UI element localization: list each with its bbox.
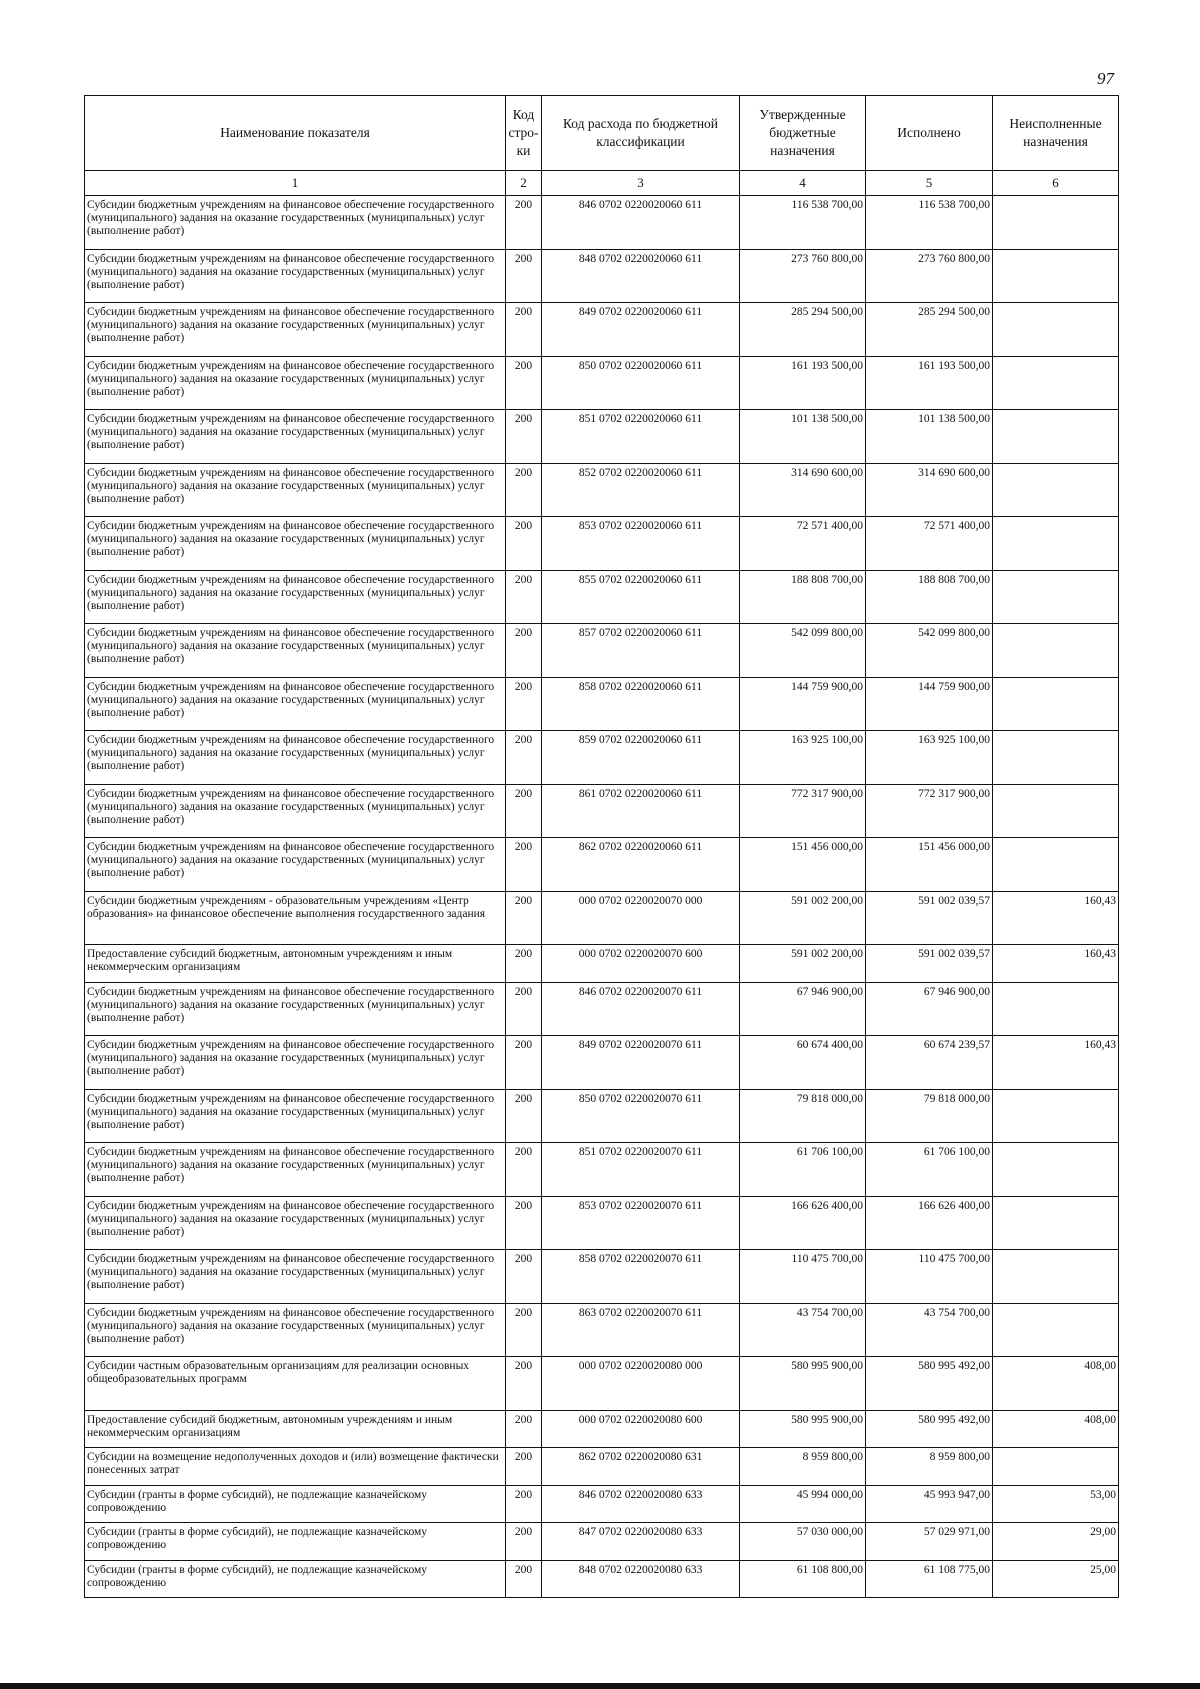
- row-unexecuted: [993, 624, 1119, 678]
- row-name: Субсидии (гранты в форме субсидий), не подлежащие казначейскому сопровождению: [85, 1560, 506, 1598]
- header-approved: Утвержденные бюджетные назначения: [740, 96, 866, 171]
- header-name: Наименование показателя: [85, 96, 506, 171]
- row-expense-code: 850 0702 0220020060 611: [542, 356, 740, 410]
- table-row: [85, 784, 1119, 838]
- row-executed: 43 754 700,00: [866, 1303, 993, 1357]
- row-name: Субсидии бюджетным учреждениям на финансовое обеспечение государственного (муниципального) задания на оказание государственных (муниципальных) услуг (выполнение работ): [85, 570, 506, 624]
- row-approved: 580 995 900,00: [740, 1410, 866, 1448]
- row-approved: 79 818 000,00: [740, 1089, 866, 1143]
- row-approved: 591 002 200,00: [740, 891, 866, 945]
- row-approved: 101 138 500,00: [740, 410, 866, 464]
- table-row: [85, 1485, 1119, 1523]
- row-approved: 110 475 700,00: [740, 1250, 866, 1304]
- row-line-code: 200: [506, 410, 542, 464]
- row-line-code: 200: [506, 1303, 542, 1357]
- row-line-code: 200: [506, 784, 542, 838]
- row-executed: 188 808 700,00: [866, 570, 993, 624]
- row-unexecuted: [993, 784, 1119, 838]
- row-approved: 67 946 900,00: [740, 982, 866, 1036]
- row-unexecuted: [993, 517, 1119, 571]
- row-line-code: 200: [506, 1196, 542, 1250]
- row-executed: 161 193 500,00: [866, 356, 993, 410]
- row-expense-code: 848 0702 0220020060 611: [542, 249, 740, 303]
- row-name: Субсидии бюджетным учреждениям на финансовое обеспечение государственного (муниципального) задания на оказание государственных (муниципальных) услуг (выполнение работ): [85, 1036, 506, 1090]
- row-approved: 542 099 800,00: [740, 624, 866, 678]
- row-name: Субсидии бюджетным учреждениям на финансовое обеспечение государственного (муниципального) задания на оказание государственных (муниципальных) услуг (выполнение работ): [85, 784, 506, 838]
- row-name: Субсидии на возмещение недополученных доходов и (или) возмещение фактически понесенных затрат: [85, 1448, 506, 1486]
- row-name: Субсидии бюджетным учреждениям на финансовое обеспечение государственного (муниципального) задания на оказание государственных (муниципальных) услуг (выполнение работ): [85, 356, 506, 410]
- row-expense-code: 848 0702 0220020080 633: [542, 1560, 740, 1598]
- table-row: [85, 1523, 1119, 1561]
- row-name: Субсидии частным образовательным организациям для реализации основных общеобразовательных программ: [85, 1357, 506, 1411]
- row-line-code: 200: [506, 1523, 542, 1561]
- row-name: Субсидии бюджетным учреждениям на финансовое обеспечение государственного (муниципального) задания на оказание государственных (муниципальных) услуг (выполнение работ): [85, 303, 506, 357]
- row-approved: 273 760 800,00: [740, 249, 866, 303]
- header-executed: Исполнено: [866, 96, 993, 171]
- row-line-code: 200: [506, 303, 542, 357]
- row-name: Субсидии бюджетным учреждениям на финансовое обеспечение государственного (муниципального) задания на оказание государственных (муниципальных) услуг (выполнение работ): [85, 249, 506, 303]
- row-executed: 580 995 492,00: [866, 1410, 993, 1448]
- row-line-code: 200: [506, 1410, 542, 1448]
- column-number: 6: [993, 171, 1119, 196]
- row-executed: 61 706 100,00: [866, 1143, 993, 1197]
- row-executed: 163 925 100,00: [866, 731, 993, 785]
- row-expense-code: 846 0702 0220020060 611: [542, 196, 740, 250]
- row-expense-code: 849 0702 0220020060 611: [542, 303, 740, 357]
- row-unexecuted: 160,43: [993, 891, 1119, 945]
- row-line-code: 200: [506, 1357, 542, 1411]
- row-executed: 57 029 971,00: [866, 1523, 993, 1561]
- row-unexecuted: [993, 1089, 1119, 1143]
- row-unexecuted: [993, 463, 1119, 517]
- row-line-code: 200: [506, 982, 542, 1036]
- column-number: 4: [740, 171, 866, 196]
- table-row: [85, 463, 1119, 517]
- row-line-code: 200: [506, 677, 542, 731]
- table-row: [85, 1036, 1119, 1090]
- row-executed: 144 759 900,00: [866, 677, 993, 731]
- row-line-code: 200: [506, 517, 542, 571]
- row-executed: 772 317 900,00: [866, 784, 993, 838]
- row-line-code: 200: [506, 196, 542, 250]
- row-approved: 163 925 100,00: [740, 731, 866, 785]
- column-number: 3: [542, 171, 740, 196]
- row-expense-code: 858 0702 0220020070 611: [542, 1250, 740, 1304]
- row-expense-code: 847 0702 0220020080 633: [542, 1523, 740, 1561]
- row-unexecuted: 408,00: [993, 1357, 1119, 1411]
- row-unexecuted: 160,43: [993, 945, 1119, 983]
- table-row: [85, 731, 1119, 785]
- row-name: Субсидии бюджетным учреждениям на финансовое обеспечение государственного (муниципального) задания на оказание государственных (муниципальных) услуг (выполнение работ): [85, 410, 506, 464]
- row-line-code: 200: [506, 624, 542, 678]
- row-expense-code: 853 0702 0220020060 611: [542, 517, 740, 571]
- row-executed: 45 993 947,00: [866, 1485, 993, 1523]
- scan-bottom-edge: [0, 1683, 1200, 1689]
- row-approved: 61 108 800,00: [740, 1560, 866, 1598]
- row-executed: 67 946 900,00: [866, 982, 993, 1036]
- row-unexecuted: [993, 982, 1119, 1036]
- row-unexecuted: [993, 1143, 1119, 1197]
- header-row: [85, 96, 1119, 171]
- row-expense-code: 000 0702 0220020080 600: [542, 1410, 740, 1448]
- table-row: [85, 1196, 1119, 1250]
- column-number: 2: [506, 171, 542, 196]
- row-executed: 101 138 500,00: [866, 410, 993, 464]
- row-name: Субсидии бюджетным учреждениям на финансовое обеспечение государственного (муниципального) задания на оказание государственных (муниципальных) услуг (выполнение работ): [85, 624, 506, 678]
- table-row: [85, 1448, 1119, 1486]
- table-row: [85, 1410, 1119, 1448]
- row-unexecuted: 160,43: [993, 1036, 1119, 1090]
- row-unexecuted: [993, 731, 1119, 785]
- row-executed: 285 294 500,00: [866, 303, 993, 357]
- row-approved: 591 002 200,00: [740, 945, 866, 983]
- row-executed: 8 959 800,00: [866, 1448, 993, 1486]
- table-row: [85, 249, 1119, 303]
- row-unexecuted: 29,00: [993, 1523, 1119, 1561]
- table-row: [85, 570, 1119, 624]
- row-approved: 144 759 900,00: [740, 677, 866, 731]
- row-approved: 57 030 000,00: [740, 1523, 866, 1561]
- row-expense-code: 850 0702 0220020070 611: [542, 1089, 740, 1143]
- row-name: Субсидии (гранты в форме субсидий), не подлежащие казначейскому сопровождению: [85, 1485, 506, 1523]
- row-expense-code: 853 0702 0220020070 611: [542, 1196, 740, 1250]
- row-name: Субсидии бюджетным учреждениям - образовательным учреждениям «Центр образования» на финансовое обеспечение выполнения государственного задания: [85, 891, 506, 945]
- row-unexecuted: [993, 677, 1119, 731]
- row-unexecuted: [993, 1448, 1119, 1486]
- row-executed: 110 475 700,00: [866, 1250, 993, 1304]
- table-row: [85, 410, 1119, 464]
- row-executed: 542 099 800,00: [866, 624, 993, 678]
- row-expense-code: 857 0702 0220020060 611: [542, 624, 740, 678]
- table-row: [85, 1303, 1119, 1357]
- row-name: Субсидии бюджетным учреждениям на финансовое обеспечение государственного (муниципального) задания на оказание государственных (муниципальных) услуг (выполнение работ): [85, 677, 506, 731]
- row-unexecuted: [993, 838, 1119, 892]
- row-expense-code: 863 0702 0220020070 611: [542, 1303, 740, 1357]
- table-row: [85, 982, 1119, 1036]
- row-line-code: 200: [506, 249, 542, 303]
- table-row: [85, 1250, 1119, 1304]
- row-approved: 45 994 000,00: [740, 1485, 866, 1523]
- row-name: Субсидии бюджетным учреждениям на финансовое обеспечение государственного (муниципального) задания на оказание государственных (муниципальных) услуг (выполнение работ): [85, 1303, 506, 1357]
- row-line-code: 200: [506, 1089, 542, 1143]
- row-expense-code: 858 0702 0220020060 611: [542, 677, 740, 731]
- table-row: [85, 1560, 1119, 1598]
- row-line-code: 200: [506, 891, 542, 945]
- row-unexecuted: 53,00: [993, 1485, 1119, 1523]
- row-line-code: 200: [506, 945, 542, 983]
- row-executed: 580 995 492,00: [866, 1357, 993, 1411]
- row-unexecuted: [993, 356, 1119, 410]
- table-row: [85, 677, 1119, 731]
- row-approved: 72 571 400,00: [740, 517, 866, 571]
- row-approved: 43 754 700,00: [740, 1303, 866, 1357]
- row-unexecuted: 25,00: [993, 1560, 1119, 1598]
- row-expense-code: 855 0702 0220020060 611: [542, 570, 740, 624]
- table-row: [85, 891, 1119, 945]
- row-line-code: 200: [506, 463, 542, 517]
- row-line-code: 200: [506, 1143, 542, 1197]
- row-expense-code: 846 0702 0220020070 611: [542, 982, 740, 1036]
- row-approved: 285 294 500,00: [740, 303, 866, 357]
- row-approved: 314 690 600,00: [740, 463, 866, 517]
- row-line-code: 200: [506, 1250, 542, 1304]
- row-line-code: 200: [506, 1448, 542, 1486]
- row-name: Субсидии бюджетным учреждениям на финансовое обеспечение государственного (муниципального) задания на оказание государственных (муниципальных) услуг (выполнение работ): [85, 1089, 506, 1143]
- row-unexecuted: [993, 1303, 1119, 1357]
- row-unexecuted: 408,00: [993, 1410, 1119, 1448]
- row-line-code: 200: [506, 1560, 542, 1598]
- row-line-code: 200: [506, 570, 542, 624]
- row-unexecuted: [993, 570, 1119, 624]
- table-row: [85, 196, 1119, 250]
- row-unexecuted: [993, 410, 1119, 464]
- table-row: [85, 1089, 1119, 1143]
- row-name: Субсидии бюджетным учреждениям на финансовое обеспечение государственного (муниципального) задания на оказание государственных (муниципальных) услуг (выполнение работ): [85, 982, 506, 1036]
- row-approved: 166 626 400,00: [740, 1196, 866, 1250]
- column-number: 1: [85, 171, 506, 196]
- row-approved: 61 706 100,00: [740, 1143, 866, 1197]
- row-line-code: 200: [506, 731, 542, 785]
- row-approved: 188 808 700,00: [740, 570, 866, 624]
- row-expense-code: 862 0702 0220020060 611: [542, 838, 740, 892]
- table-row: [85, 1143, 1119, 1197]
- row-name: Предоставление субсидий бюджетным, автономным учреждениям и иным некоммерческим организациям: [85, 945, 506, 983]
- row-name: Субсидии бюджетным учреждениям на финансовое обеспечение государственного (муниципального) задания на оказание государственных (муниципальных) услуг (выполнение работ): [85, 1143, 506, 1197]
- row-approved: 161 193 500,00: [740, 356, 866, 410]
- row-name: Субсидии бюджетным учреждениям на финансовое обеспечение государственного (муниципального) задания на оказание государственных (муниципальных) услуг (выполнение работ): [85, 731, 506, 785]
- row-executed: 166 626 400,00: [866, 1196, 993, 1250]
- row-expense-code: 852 0702 0220020060 611: [542, 463, 740, 517]
- row-executed: 314 690 600,00: [866, 463, 993, 517]
- row-name: Субсидии бюджетным учреждениям на финансовое обеспечение государственного (муниципального) задания на оказание государственных (муниципальных) услуг (выполнение работ): [85, 196, 506, 250]
- row-expense-code: 846 0702 0220020080 633: [542, 1485, 740, 1523]
- row-expense-code: 851 0702 0220020070 611: [542, 1143, 740, 1197]
- row-name: Субсидии бюджетным учреждениям на финансовое обеспечение государственного (муниципального) задания на оказание государственных (муниципальных) услуг (выполнение работ): [85, 1196, 506, 1250]
- table-body: [85, 196, 1119, 1598]
- row-approved: 8 959 800,00: [740, 1448, 866, 1486]
- row-expense-code: 000 0702 0220020080 000: [542, 1357, 740, 1411]
- row-line-code: 200: [506, 1485, 542, 1523]
- row-unexecuted: [993, 196, 1119, 250]
- row-unexecuted: [993, 303, 1119, 357]
- row-name: Субсидии бюджетным учреждениям на финансовое обеспечение государственного (муниципального) задания на оказание государственных (муниципальных) услуг (выполнение работ): [85, 838, 506, 892]
- row-expense-code: 861 0702 0220020060 611: [542, 784, 740, 838]
- row-executed: 591 002 039,57: [866, 891, 993, 945]
- row-unexecuted: [993, 1250, 1119, 1304]
- table-row: [85, 356, 1119, 410]
- row-approved: 116 538 700,00: [740, 196, 866, 250]
- row-executed: 273 760 800,00: [866, 249, 993, 303]
- row-executed: 72 571 400,00: [866, 517, 993, 571]
- row-executed: 61 108 775,00: [866, 1560, 993, 1598]
- header-expense-code: Код расхода по бюджетной классификации: [542, 96, 740, 171]
- row-expense-code: 859 0702 0220020060 611: [542, 731, 740, 785]
- row-executed: 151 456 000,00: [866, 838, 993, 892]
- row-approved: 151 456 000,00: [740, 838, 866, 892]
- header-line-code: Код стро-ки: [506, 96, 542, 171]
- table-row: [85, 517, 1119, 571]
- column-number: 5: [866, 171, 993, 196]
- row-executed: 591 002 039,57: [866, 945, 993, 983]
- row-executed: 79 818 000,00: [866, 1089, 993, 1143]
- row-expense-code: 000 0702 0220020070 000: [542, 891, 740, 945]
- row-name: Субсидии бюджетным учреждениям на финансовое обеспечение государственного (муниципального) задания на оказание государственных (муниципальных) услуг (выполнение работ): [85, 517, 506, 571]
- row-executed: 60 674 239,57: [866, 1036, 993, 1090]
- row-approved: 60 674 400,00: [740, 1036, 866, 1090]
- row-line-code: 200: [506, 356, 542, 410]
- row-expense-code: 849 0702 0220020070 611: [542, 1036, 740, 1090]
- row-name: Субсидии (гранты в форме субсидий), не подлежащие казначейскому сопровождению: [85, 1523, 506, 1561]
- row-executed: 116 538 700,00: [866, 196, 993, 250]
- table-row: [85, 838, 1119, 892]
- row-unexecuted: [993, 1196, 1119, 1250]
- row-approved: 772 317 900,00: [740, 784, 866, 838]
- row-approved: 580 995 900,00: [740, 1357, 866, 1411]
- row-expense-code: 000 0702 0220020070 600: [542, 945, 740, 983]
- page-number: 97: [1097, 69, 1114, 88]
- table-row: [85, 624, 1119, 678]
- table-row: [85, 1357, 1119, 1411]
- row-name: Субсидии бюджетным учреждениям на финансовое обеспечение государственного (муниципального) задания на оказание государственных (муниципальных) услуг (выполнение работ): [85, 463, 506, 517]
- row-name: Предоставление субсидий бюджетным, автономным учреждениям и иным некоммерческим организациям: [85, 1410, 506, 1448]
- row-name: Субсидии бюджетным учреждениям на финансовое обеспечение государственного (муниципального) задания на оказание государственных (муниципальных) услуг (выполнение работ): [85, 1250, 506, 1304]
- row-line-code: 200: [506, 1036, 542, 1090]
- row-expense-code: 851 0702 0220020060 611: [542, 410, 740, 464]
- header-unexecuted: Неисполненные назначения: [993, 96, 1119, 171]
- row-expense-code: 862 0702 0220020080 631: [542, 1448, 740, 1486]
- row-unexecuted: [993, 249, 1119, 303]
- table-row: [85, 303, 1119, 357]
- column-number-row: [85, 171, 1119, 196]
- table-row: [85, 945, 1119, 983]
- row-line-code: 200: [506, 838, 542, 892]
- budget-execution-table: [84, 95, 1119, 1598]
